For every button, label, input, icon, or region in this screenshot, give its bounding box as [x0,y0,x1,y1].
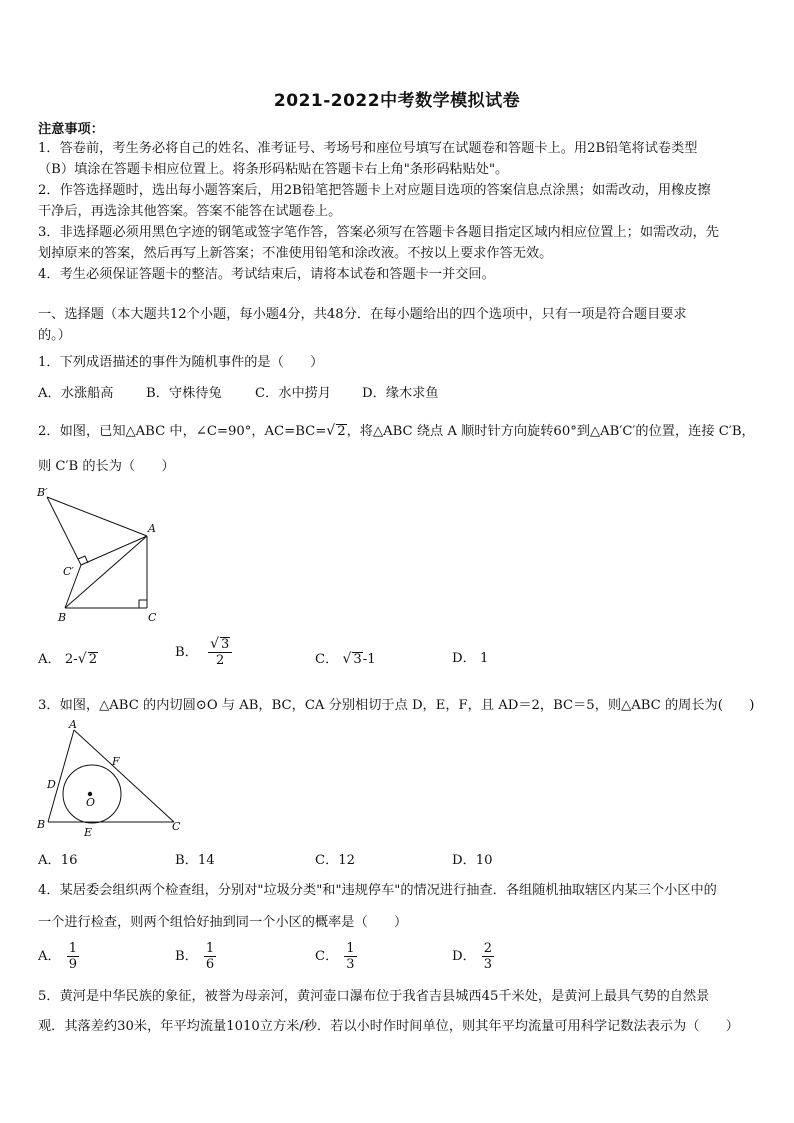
fraction [482,941,494,972]
label-d: D [47,778,56,791]
sqrt-symbol: √ [342,651,352,667]
q2-option-a [38,650,98,669]
label-b: B [58,611,67,624]
q2-option-b [175,637,232,668]
label-e: E [84,826,93,839]
notice-line: 2．作答选择题时，选出每小题答案后，用2B铅笔把答题卡上对应题目选项的答案信息点涂黑；如需改动，用橡皮擦 [38,183,711,198]
q3-option-a: A．16 [38,853,78,868]
q1-option-c: C．水中捞月 [255,386,332,401]
right-angle-mark-c [139,600,147,608]
q5-stem-line2: 观．其落差约30米，年平均流量1010立方米/秒．若以小时作时间单位，则其年平均流量可用科学记数法表示为（ ） [38,1019,739,1034]
label-o: O [86,796,96,809]
q5-stem-line1: 5．黄河是中华民族的象征，被誉为母亲河，黄河壶口瀑布位于我省吉县城西45千米处，是黄河上最具气势的自然景 [38,989,710,1004]
q1-stem: 1．下列成语描述的事件为随机事件的是（ ） [38,355,324,370]
q3-option-c: C．12 [315,853,356,868]
sqrt-symbol: √ [210,636,220,652]
q3-stem: 3．如图，△ABC 的内切圆⊙O 与 AB，BC，CA 分别相切于点 D，E，F，且 AD＝2，BC＝5，则△ABC 的周长为( ) [38,698,755,713]
option-label: B． [175,949,198,964]
q1-option-a: A．水涨船高 [38,386,114,401]
sqrt-symbol: √ [326,423,336,439]
label-f: F [112,755,120,768]
q1-option-d: D．缘木求鱼 [362,386,439,401]
q4-option-a [38,941,79,972]
q2-stem-line1 [38,422,755,441]
label-b-prime: B′ [37,486,48,499]
q3-figure [34,718,186,840]
fraction-numerator [208,637,232,653]
option-label: A． [38,652,61,667]
q4-stem-line1: 4．某居委会组织两个检查组，分别对"垃圾分类"和"违规停车"的情况进行抽查．各组随机抽取辖区内某三个小区中的 [38,883,717,898]
fraction-numerator: 2 [483,941,493,956]
segment-ab [65,536,147,608]
fraction [344,941,356,972]
notice-heading: 注意事项： [38,122,104,137]
notice-line: 划掉原来的答案，然后再写上新答案；不准使用铅笔和涂改液。不按以上要求作答无效。 [38,246,553,261]
segment-b-prime-c-prime [47,497,81,565]
option-sqrt: 2 [88,652,98,667]
q4-option-d [452,941,494,972]
notice-line: 3．非选择题必须用黑色字迹的钢笔或签字笔作答，答案必须写在答题卡各题目指定区域内相应位置上；如需改动，先 [38,225,719,240]
q2-stem-line2: 则 C′B 的长为（ ） [38,459,175,474]
option-label: D． [452,651,476,666]
option-label: B． [175,645,198,660]
option-label: D． [452,949,476,964]
fraction-denominator: 6 [205,957,215,972]
option-text: -1 [362,652,376,667]
fraction-numerator: 1 [68,941,77,956]
q4-option-b [175,941,216,972]
option-sqrt: 3 [353,652,362,667]
label-a: A [148,522,156,535]
q2-stem-part2: ，将△ABC 绕点 A 顺时针方向旋转60°到△AB′C′的位置，连接 C′B， [346,424,755,439]
section-heading-cont: 的。） [38,328,71,343]
q4-stem-line2: 一个进行检查，则两个组恰好抽到同一个小区的概率是（ ） [38,915,408,930]
q2-option-d [452,650,488,668]
fraction-numerator: 1 [205,941,215,956]
segment-ab [48,730,74,822]
notice-line: 4．考生必须保证答题卡的整洁。考试结束后，请将本试卷和答题卡一并交回。 [38,267,495,282]
fraction-denominator: 3 [346,957,355,972]
q2-stem-part1: 2．如图，已知△ABC 中，∠C=90°，AC=BC= [38,424,327,439]
fraction-denominator: 9 [68,957,77,972]
q3-option-d: D．10 [452,853,493,868]
q2-figure [34,484,166,626]
label-c: C [172,820,181,833]
label-a: A [69,718,77,731]
option-label: A． [38,949,61,964]
fraction-denominator: 3 [483,957,493,972]
notice-line: （B）填涂在答题卡相应位置上。将条形码粘贴在答题卡右上角"条形码粘贴处"。 [38,162,509,177]
q2-option-c [315,650,376,669]
fraction-denominator: 2 [216,653,225,668]
fraction [67,941,79,972]
option-sqrt: 3 [221,637,230,652]
sqrt-symbol: √ [77,651,87,667]
label-b: B [37,818,46,831]
segment-ac-prime [81,536,147,565]
notice-line: 1．答卷前，考生务必将自己的姓名、准考证号、考场号和座位号填写在试题卷和答题卡上。用2B铅笔将试卷类型 [38,141,698,156]
fraction [204,941,216,972]
q2-stem-sqrt: 2 [337,424,346,439]
notice-line: 干净后，再选涂其他答案。答案不能答在试题卷上。 [38,204,342,219]
fraction-numerator: 1 [346,941,355,956]
fraction [208,637,232,668]
section-heading: 一、选择题（本大题共12个小题，每小题4分，共48分．在每小题给出的四个选项中，只有一项是符合题目要求 [38,307,687,322]
q1-option-b: B．守株待兔 [146,386,222,401]
option-label: C． [315,652,339,667]
page-title: 2021-2022中考数学模拟试卷 [273,91,521,111]
q3-option-b: B．14 [175,853,215,868]
label-c: C [148,611,157,624]
option-text: 1 [479,651,489,666]
option-label: C． [315,949,339,964]
option-text: 2- [64,652,78,667]
segment-ab-prime [47,497,147,536]
label-c-prime: C′ [63,565,74,578]
q4-option-c [315,941,357,972]
